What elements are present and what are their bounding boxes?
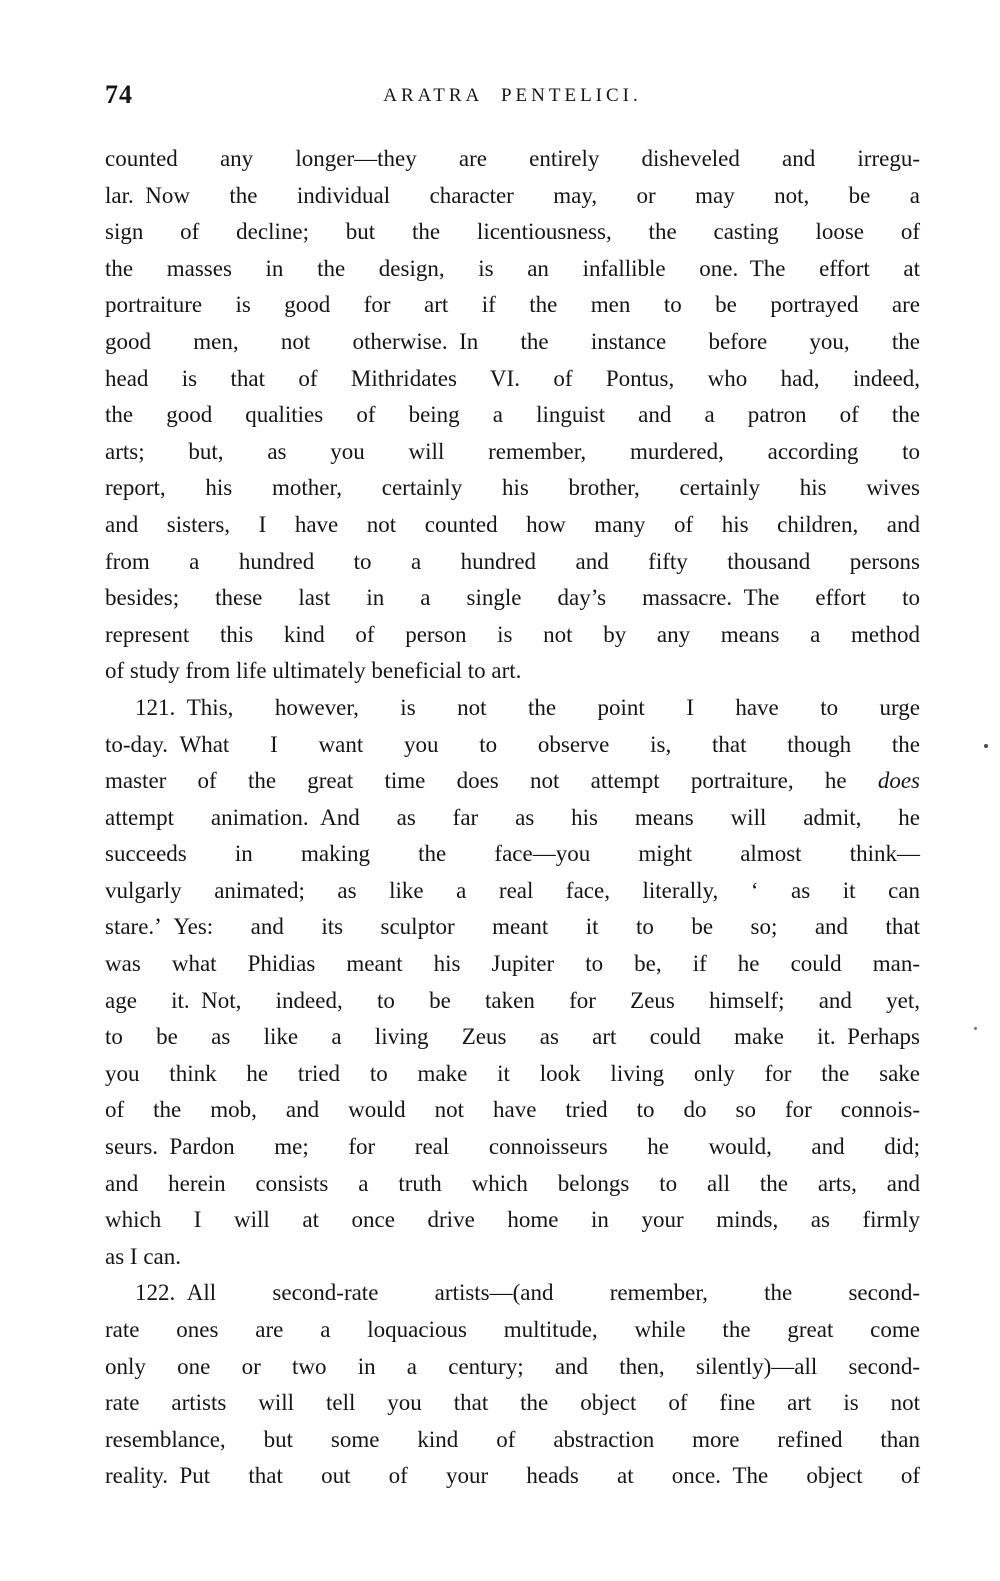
page-number: 74	[105, 80, 133, 109]
text-line: succeeds in making the face—you might almost think—	[105, 841, 920, 867]
body-text	[105, 141, 920, 1495]
text-line: and herein consists a truth which belongs to all the arts, and	[105, 1170, 920, 1196]
text-line: and sisters, I have not counted how many of his children, and	[105, 511, 920, 537]
text-line: reality. Put that out of your heads at once. The object of	[105, 1463, 920, 1489]
text-line: age it. Not, indeed, to be taken for Zeus himself; and yet,	[105, 987, 920, 1013]
text-line: seurs. Pardon me; for real connoisseurs he would, and did;	[105, 1134, 920, 1160]
text-line: good men, not otherwise. In the instance before you, the	[105, 328, 920, 354]
text-line: the good qualities of being a linguist and a patron of the	[105, 402, 920, 428]
text-line: of the mob, and would not have tried to do so for connois-	[105, 1097, 920, 1123]
scan-speck	[984, 744, 988, 748]
text-line: master of the great time does not attempt portraiture, he does	[105, 768, 920, 794]
text-line: attempt animation. And as far as his means will admit, he	[105, 804, 920, 830]
text-line: rate artists will tell you that the object of fine art is not	[105, 1390, 920, 1416]
text-line: sign of decline; but the licentiousness, the casting loose of	[105, 219, 920, 245]
text-line: arts; but, as you will remember, murdered, according to	[105, 438, 920, 464]
text-line: to-day. What I want you to observe is, that though the	[105, 731, 920, 757]
text-line: resemblance, but some kind of abstraction more refined than	[105, 1426, 920, 1452]
text-line: of study from life ultimately beneficial to art.	[105, 658, 522, 684]
text-line: rate ones are a loquacious multitude, while the great come	[105, 1317, 920, 1342]
text-line: 121. This, however, is not the point I have to urge	[135, 694, 920, 720]
text-line: stare.’ Yes: and its sculptor meant it to be so; and that	[105, 914, 920, 940]
text-line: which I will at once drive home in your minds, as firmly	[105, 1207, 920, 1233]
text-line: besides; these last in a single day’s massacre. The effort to	[105, 585, 920, 611]
scan-speck	[974, 1027, 977, 1030]
text-line: vulgarly animated; as like a real face, literally, ‘ as it can	[105, 877, 920, 903]
text-line: only one or two in a century; and then, silently)—all second-	[105, 1353, 920, 1379]
text-line: you think he tried to make it look living only for the sake	[105, 1060, 920, 1086]
text-line: to be as like a living Zeus as art could make it. Perhaps	[105, 1024, 920, 1050]
text-line: portraiture is good for art if the men to be portrayed are	[105, 292, 920, 318]
text-line: report, his mother, certainly his brother, certainly his wives	[105, 475, 920, 501]
text-line: was what Phidias meant his Jupiter to be, if he could man-	[105, 951, 920, 977]
text-line: 122. All second-rate artists—(and remember, the second-	[135, 1280, 920, 1306]
text-line: head is that of Mithridates VI. of Pontus, who had, indeed,	[105, 365, 920, 391]
text-line: counted any longer—they are entirely disheveled and irregu-	[105, 146, 920, 171]
running-title: ARATRA PENTELICI.	[383, 85, 642, 106]
page-header	[105, 80, 920, 112]
text-line: lar. Now the individual character may, or may not, be a	[105, 182, 920, 208]
text-line: the masses in the design, is an infallible one. The effort at	[105, 255, 920, 281]
text-line: represent this kind of person is not by any means a method	[105, 621, 920, 647]
text-line: as I can.	[105, 1243, 181, 1269]
text-line: from a hundred to a hundred and fifty thousand persons	[105, 548, 920, 574]
